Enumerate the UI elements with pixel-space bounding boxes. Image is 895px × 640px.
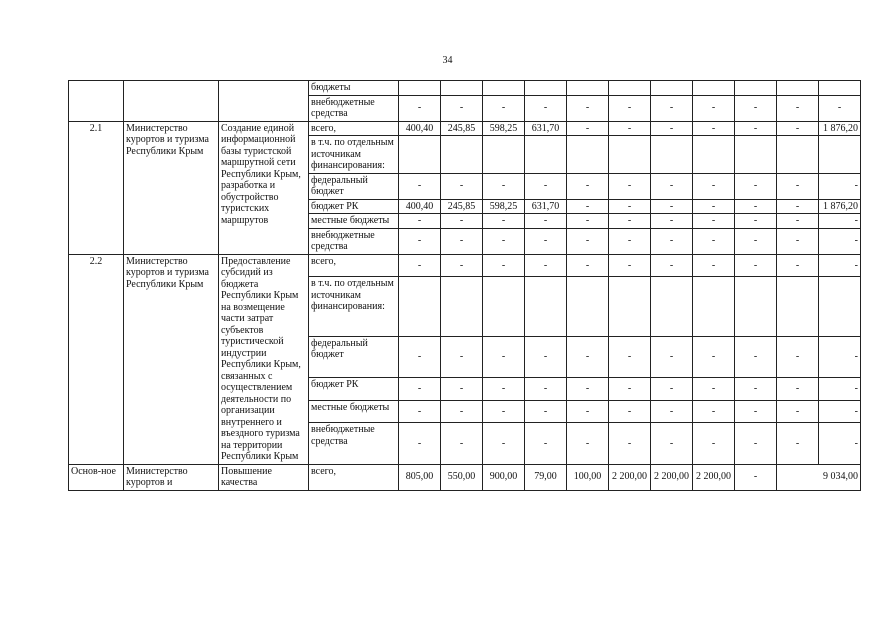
value-cell: - — [483, 400, 525, 423]
executor-cell — [124, 81, 219, 122]
source-cell: всего, — [309, 121, 399, 136]
value-cell: - — [609, 254, 651, 277]
value-cell — [483, 136, 525, 174]
value-cell — [483, 277, 525, 336]
value-cell: - — [777, 214, 819, 229]
value-cell: - — [399, 254, 441, 277]
value-cell: - — [819, 377, 861, 400]
value-cell: - — [567, 423, 609, 464]
value-cell: - — [567, 214, 609, 229]
value-cell: - — [441, 423, 483, 464]
value-cell: - — [483, 228, 525, 254]
value-cell: - — [819, 336, 861, 377]
value-cell — [567, 81, 609, 96]
value-cell: - — [609, 377, 651, 400]
value-cell: - — [693, 214, 735, 229]
source-cell: бюджет РК — [309, 377, 399, 400]
value-cell: - — [609, 173, 651, 199]
value-cell: - — [525, 228, 567, 254]
executor-cell: Министерство курортов и туризма Республики Крым — [124, 254, 219, 464]
value-cell: - — [735, 400, 777, 423]
value-cell: - — [777, 400, 819, 423]
value-cell: - — [819, 423, 861, 464]
value-cell: 2 200,00 — [693, 464, 735, 490]
value-cell: - — [483, 336, 525, 377]
value-cell — [609, 81, 651, 96]
value-cell — [441, 277, 483, 336]
activity-cell: Предоставление субсидий из бюджета Республики Крым на возмещение части затрат субъектов туристической индустрии Республики Крым, связанных с осуществлением деятельности по организации внутреннего и въездного туризма на территории Республики Крым — [219, 254, 309, 464]
value-cell: 245,85 — [441, 199, 483, 214]
value-cell: - — [777, 199, 819, 214]
value-cell — [441, 81, 483, 96]
executor-cell: Министерство курортов и — [124, 464, 219, 490]
value-cell: - — [609, 121, 651, 136]
value-cell: - — [525, 95, 567, 121]
value-cell: - — [735, 95, 777, 121]
activity-cell: Создание единой информационной базы туристской маршрутной сети Республики Крым, разработка и обустройство туристских маршрутов — [219, 121, 309, 254]
value-cell: - — [399, 228, 441, 254]
source-cell: местные бюджеты — [309, 214, 399, 229]
value-cell: - — [735, 121, 777, 136]
source-cell: внебюджетные средства — [309, 95, 399, 121]
value-cell: 805,00 — [399, 464, 441, 490]
value-cell: - — [735, 228, 777, 254]
value-cell: - — [441, 377, 483, 400]
value-cell: - — [777, 336, 819, 377]
source-cell: внебюджетные средства — [309, 228, 399, 254]
value-cell — [525, 81, 567, 96]
value-cell — [819, 277, 861, 336]
value-cell: - — [483, 95, 525, 121]
value-cell: - — [609, 423, 651, 464]
value-cell: - — [567, 254, 609, 277]
value-cell: - — [609, 228, 651, 254]
value-cell: - — [735, 377, 777, 400]
value-cell: 100,00 — [567, 464, 609, 490]
value-cell: - — [693, 254, 735, 277]
source-cell: местные бюджеты — [309, 400, 399, 423]
value-cell: - — [525, 377, 567, 400]
num-cell — [69, 81, 124, 122]
value-cell: - — [777, 228, 819, 254]
value-cell: - — [693, 173, 735, 199]
value-cell: 631,70 — [525, 199, 567, 214]
value-cell: - — [609, 400, 651, 423]
value-cell: - — [525, 336, 567, 377]
value-cell: - — [399, 336, 441, 377]
activity-cell: Повышение качества — [219, 464, 309, 490]
value-cell — [777, 136, 819, 174]
value-cell — [399, 277, 441, 336]
value-cell: - — [525, 423, 567, 464]
value-cell — [777, 81, 819, 96]
value-cell: - — [399, 423, 441, 464]
table-row — [69, 254, 861, 277]
value-cell: - — [735, 336, 777, 377]
value-cell: 900,00 — [483, 464, 525, 490]
value-cell: - — [441, 336, 483, 377]
value-cell: - — [609, 336, 651, 377]
value-cell — [399, 81, 441, 96]
value-cell: 245,85 — [441, 121, 483, 136]
value-cell: - — [399, 95, 441, 121]
value-cell: 598,25 — [483, 199, 525, 214]
value-cell: - — [441, 214, 483, 229]
source-cell: внебюджетные средства — [309, 423, 399, 464]
value-cell: - — [693, 199, 735, 214]
value-cell: - — [609, 214, 651, 229]
value-cell — [735, 81, 777, 96]
value-cell: - — [651, 95, 693, 121]
source-cell: в т.ч. по отдельным источникам финансирования: — [309, 277, 399, 336]
value-cell: - — [777, 173, 819, 199]
value-cell — [735, 277, 777, 336]
value-cell: - — [651, 377, 693, 400]
value-cell: - — [819, 400, 861, 423]
value-cell: - — [693, 95, 735, 121]
value-cell: 1 876,20 — [819, 199, 861, 214]
value-cell: - — [735, 214, 777, 229]
value-cell: - — [819, 173, 861, 199]
value-cell: 550,00 — [441, 464, 483, 490]
page-number: 34 — [442, 55, 453, 66]
value-cell: - — [777, 121, 819, 136]
value-cell: - — [693, 377, 735, 400]
value-cell: - — [735, 423, 777, 464]
num-cell: Основ-ное — [69, 464, 124, 490]
value-cell: - — [567, 121, 609, 136]
value-cell: - — [651, 173, 693, 199]
value-cell: 1 876,20 — [819, 121, 861, 136]
value-cell — [735, 136, 777, 174]
value-cell: - — [651, 214, 693, 229]
value-cell: - — [609, 95, 651, 121]
value-cell: 598,25 — [483, 121, 525, 136]
value-cell: - — [441, 95, 483, 121]
value-cell — [567, 277, 609, 336]
value-cell: - — [735, 173, 777, 199]
value-cell: - — [777, 377, 819, 400]
value-cell: - — [399, 214, 441, 229]
budget-table — [68, 80, 861, 491]
value-cell: - — [399, 377, 441, 400]
value-cell: 79,00 — [525, 464, 567, 490]
value-cell: - — [693, 423, 735, 464]
value-cell: - — [441, 173, 483, 199]
value-cell — [567, 136, 609, 174]
value-cell: - — [525, 400, 567, 423]
value-cell: - — [651, 228, 693, 254]
value-cell: - — [483, 173, 525, 199]
value-cell: 9 034,00 — [777, 464, 861, 490]
value-cell: - — [399, 173, 441, 199]
value-cell: 400,40 — [399, 121, 441, 136]
value-cell: - — [609, 199, 651, 214]
value-cell: - — [819, 228, 861, 254]
value-cell — [399, 136, 441, 174]
table-row — [69, 464, 861, 490]
source-cell: федеральный бюджет — [309, 173, 399, 199]
value-cell: - — [819, 95, 861, 121]
value-cell: - — [567, 95, 609, 121]
num-cell: 2.1 — [69, 121, 124, 254]
value-cell — [651, 277, 693, 336]
table-row — [69, 121, 861, 136]
value-cell — [819, 136, 861, 174]
value-cell — [609, 277, 651, 336]
value-cell: - — [483, 377, 525, 400]
value-cell: - — [441, 228, 483, 254]
value-cell: - — [525, 254, 567, 277]
value-cell: - — [483, 214, 525, 229]
value-cell: - — [567, 336, 609, 377]
value-cell: - — [777, 95, 819, 121]
value-cell — [441, 136, 483, 174]
value-cell: - — [567, 173, 609, 199]
source-cell: бюджеты — [309, 81, 399, 96]
num-cell: 2.2 — [69, 254, 124, 464]
value-cell: - — [693, 228, 735, 254]
value-cell — [693, 136, 735, 174]
value-cell: - — [777, 254, 819, 277]
value-cell — [693, 277, 735, 336]
value-cell: 631,70 — [525, 121, 567, 136]
value-cell: - — [525, 214, 567, 229]
value-cell: 2 200,00 — [609, 464, 651, 490]
value-cell: - — [819, 254, 861, 277]
value-cell — [609, 136, 651, 174]
value-cell: 400,40 — [399, 199, 441, 214]
value-cell: - — [735, 464, 777, 490]
value-cell: 2 200,00 — [651, 464, 693, 490]
value-cell: - — [735, 254, 777, 277]
value-cell: - — [651, 423, 693, 464]
value-cell: - — [567, 199, 609, 214]
value-cell: - — [525, 173, 567, 199]
value-cell: - — [693, 400, 735, 423]
value-cell: - — [651, 336, 693, 377]
executor-cell: Министерство курортов и туризма Республики Крым — [124, 121, 219, 254]
value-cell: - — [567, 377, 609, 400]
value-cell: - — [651, 199, 693, 214]
value-cell: - — [735, 199, 777, 214]
source-cell: всего, — [309, 254, 399, 277]
value-cell: - — [651, 121, 693, 136]
value-cell — [651, 136, 693, 174]
value-cell: - — [441, 400, 483, 423]
value-cell: - — [567, 400, 609, 423]
source-cell: федеральный бюджет — [309, 336, 399, 377]
value-cell — [819, 81, 861, 96]
value-cell: - — [693, 121, 735, 136]
value-cell: - — [483, 423, 525, 464]
value-cell: - — [567, 228, 609, 254]
value-cell: - — [651, 400, 693, 423]
value-cell — [483, 81, 525, 96]
value-cell: - — [693, 336, 735, 377]
value-cell — [777, 277, 819, 336]
value-cell — [525, 277, 567, 336]
value-cell: - — [483, 254, 525, 277]
value-cell — [525, 136, 567, 174]
value-cell: - — [651, 254, 693, 277]
source-cell: бюджет РК — [309, 199, 399, 214]
activity-cell — [219, 81, 309, 122]
value-cell: - — [777, 423, 819, 464]
value-cell — [693, 81, 735, 96]
source-cell: в т.ч. по отдельным источникам финансирования: — [309, 136, 399, 174]
value-cell: - — [441, 254, 483, 277]
value-cell — [651, 81, 693, 96]
value-cell: - — [399, 400, 441, 423]
value-cell: - — [819, 214, 861, 229]
table-row — [69, 81, 861, 96]
source-cell: всего, — [309, 464, 399, 490]
